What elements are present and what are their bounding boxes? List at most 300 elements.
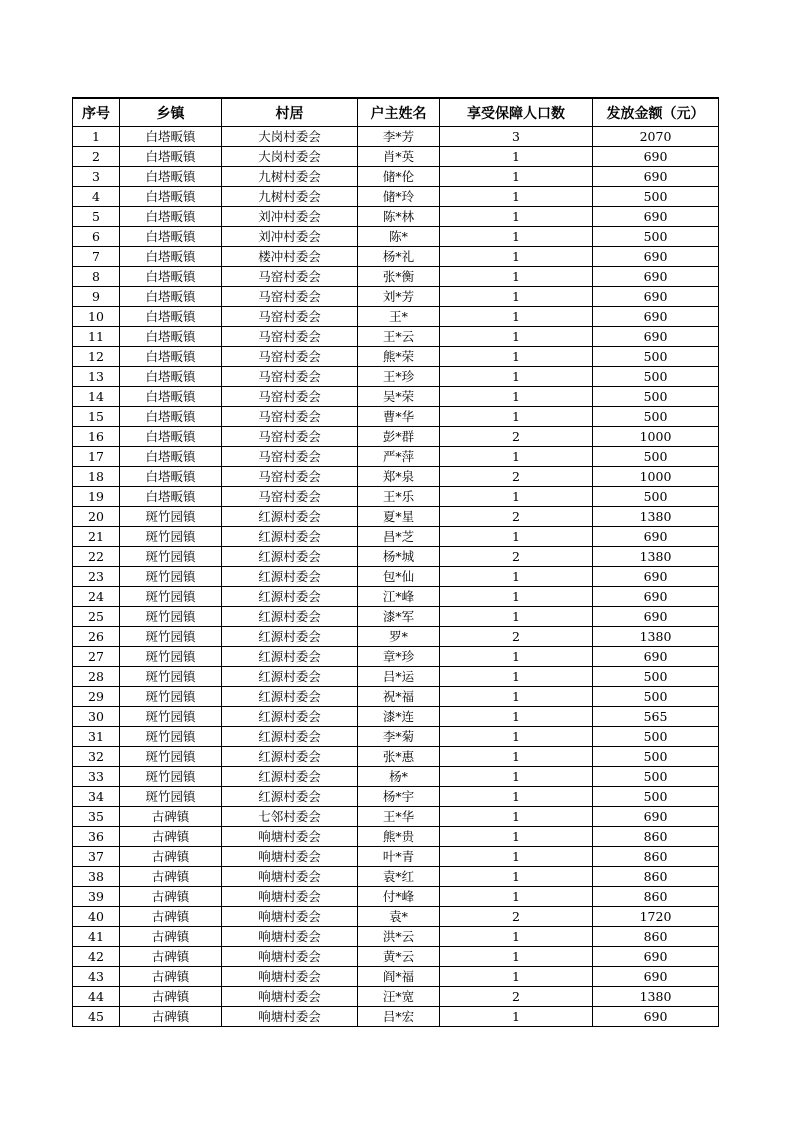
cell-amount: 690 [593,647,719,667]
cell-amount: 690 [593,267,719,287]
header-population: 享受保障人口数 [440,98,593,127]
cell-serial: 27 [73,647,120,667]
cell-township: 斑竹园镇 [120,687,222,707]
cell-amount: 690 [593,327,719,347]
cell-township: 白塔畈镇 [120,307,222,327]
cell-township: 斑竹园镇 [120,527,222,547]
cell-serial: 32 [73,747,120,767]
cell-population: 1 [440,607,593,627]
table-row [73,147,719,167]
cell-village: 马窑村委会 [222,467,358,487]
cell-township: 古碑镇 [120,867,222,887]
cell-population: 1 [440,1007,593,1027]
cell-township: 斑竹园镇 [120,767,222,787]
cell-township: 白塔畈镇 [120,227,222,247]
cell-householder: 王*乐 [358,487,440,507]
cell-householder: 彭*群 [358,427,440,447]
cell-amount: 1000 [593,427,719,447]
cell-population: 1 [440,387,593,407]
cell-population: 1 [440,227,593,247]
table-row [73,487,719,507]
cell-householder: 漆*军 [358,607,440,627]
cell-serial: 12 [73,347,120,367]
cell-village: 大岗村委会 [222,127,358,147]
cell-amount: 500 [593,187,719,207]
cell-householder: 昌*芝 [358,527,440,547]
cell-population: 1 [440,267,593,287]
cell-serial: 1 [73,127,120,147]
cell-population: 2 [440,987,593,1007]
cell-householder: 夏*星 [358,507,440,527]
cell-township: 斑竹园镇 [120,647,222,667]
cell-village: 刘冲村委会 [222,227,358,247]
cell-amount: 690 [593,967,719,987]
cell-village: 红源村委会 [222,547,358,567]
cell-serial: 14 [73,387,120,407]
header-amount: 发放金额（元） [593,98,719,127]
table-row [73,787,719,807]
cell-householder: 吕*运 [358,667,440,687]
cell-householder: 阎*福 [358,967,440,987]
header-householder: 户主姓名 [358,98,440,127]
table-row [73,507,719,527]
cell-serial: 21 [73,527,120,547]
cell-village: 七邻村委会 [222,807,358,827]
cell-population: 1 [440,207,593,227]
cell-population: 1 [440,327,593,347]
table-row [73,767,719,787]
cell-householder: 杨*礼 [358,247,440,267]
cell-village: 红源村委会 [222,787,358,807]
cell-serial: 3 [73,167,120,187]
cell-village: 九树村委会 [222,167,358,187]
cell-population: 1 [440,487,593,507]
cell-householder: 袁* [358,907,440,927]
table-row [73,967,719,987]
cell-township: 白塔畈镇 [120,327,222,347]
cell-township: 白塔畈镇 [120,247,222,267]
cell-village: 马窑村委会 [222,307,358,327]
cell-population: 1 [440,447,593,467]
cell-township: 白塔畈镇 [120,187,222,207]
cell-serial: 43 [73,967,120,987]
cell-serial: 5 [73,207,120,227]
cell-amount: 690 [593,527,719,547]
table-row [73,307,719,327]
cell-village: 红源村委会 [222,627,358,647]
cell-village: 马窑村委会 [222,347,358,367]
cell-township: 斑竹园镇 [120,587,222,607]
cell-amount: 860 [593,887,719,907]
cell-householder: 李*菊 [358,727,440,747]
cell-amount: 1380 [593,507,719,527]
cell-township: 斑竹园镇 [120,507,222,527]
cell-serial: 38 [73,867,120,887]
cell-village: 大岗村委会 [222,147,358,167]
cell-population: 2 [440,547,593,567]
table-body [73,127,719,1027]
cell-township: 古碑镇 [120,887,222,907]
cell-population: 1 [440,767,593,787]
cell-village: 红源村委会 [222,507,358,527]
cell-population: 1 [440,807,593,827]
cell-amount: 565 [593,707,719,727]
table-header-row [73,98,719,127]
cell-village: 九树村委会 [222,187,358,207]
cell-population: 2 [440,627,593,647]
table-row [73,547,719,567]
cell-township: 白塔畈镇 [120,207,222,227]
cell-serial: 28 [73,667,120,687]
cell-amount: 860 [593,927,719,947]
table-row [73,347,719,367]
cell-village: 红源村委会 [222,647,358,667]
cell-township: 古碑镇 [120,807,222,827]
cell-township: 古碑镇 [120,987,222,1007]
cell-serial: 20 [73,507,120,527]
cell-serial: 24 [73,587,120,607]
cell-township: 白塔畈镇 [120,467,222,487]
cell-village: 马窑村委会 [222,487,358,507]
cell-serial: 22 [73,547,120,567]
cell-householder: 储*伦 [358,167,440,187]
cell-householder: 刘*芳 [358,287,440,307]
cell-population: 1 [440,647,593,667]
table-row [73,827,719,847]
cell-township: 白塔畈镇 [120,287,222,307]
cell-township: 白塔畈镇 [120,427,222,447]
cell-householder: 汪*宽 [358,987,440,1007]
cell-village: 响塘村委会 [222,847,358,867]
cell-serial: 6 [73,227,120,247]
cell-householder: 储*玲 [358,187,440,207]
cell-serial: 30 [73,707,120,727]
cell-householder: 曹*华 [358,407,440,427]
table-row [73,687,719,707]
cell-serial: 7 [73,247,120,267]
cell-population: 1 [440,567,593,587]
table-row [73,607,719,627]
cell-amount: 500 [593,387,719,407]
cell-amount: 690 [593,947,719,967]
cell-amount: 690 [593,807,719,827]
cell-serial: 2 [73,147,120,167]
cell-population: 1 [440,167,593,187]
cell-village: 马窑村委会 [222,367,358,387]
cell-householder: 杨* [358,767,440,787]
cell-amount: 500 [593,447,719,467]
table-row [73,707,719,727]
cell-householder: 熊*贵 [358,827,440,847]
cell-population: 1 [440,747,593,767]
cell-population: 1 [440,287,593,307]
cell-amount: 500 [593,667,719,687]
cell-serial: 37 [73,847,120,867]
cell-householder: 张*惠 [358,747,440,767]
cell-amount: 500 [593,747,719,767]
document-page [72,97,718,1027]
cell-amount: 1380 [593,987,719,1007]
table-row [73,287,719,307]
cell-householder: 杨*宇 [358,787,440,807]
cell-serial: 39 [73,887,120,907]
cell-population: 1 [440,947,593,967]
cell-population: 2 [440,907,593,927]
cell-village: 马窑村委会 [222,327,358,347]
cell-serial: 25 [73,607,120,627]
cell-population: 1 [440,887,593,907]
cell-village: 红源村委会 [222,727,358,747]
cell-amount: 690 [593,287,719,307]
cell-householder: 包*仙 [358,567,440,587]
cell-township: 古碑镇 [120,827,222,847]
cell-village: 响塘村委会 [222,1007,358,1027]
cell-householder: 王*珍 [358,367,440,387]
cell-township: 古碑镇 [120,947,222,967]
cell-amount: 2070 [593,127,719,147]
cell-village: 红源村委会 [222,747,358,767]
cell-township: 古碑镇 [120,847,222,867]
cell-amount: 1000 [593,467,719,487]
table-row [73,407,719,427]
cell-amount: 690 [593,307,719,327]
cell-amount: 1380 [593,627,719,647]
cell-village: 响塘村委会 [222,967,358,987]
cell-village: 响塘村委会 [222,927,358,947]
cell-township: 斑竹园镇 [120,787,222,807]
cell-serial: 9 [73,287,120,307]
cell-amount: 500 [593,787,719,807]
cell-village: 红源村委会 [222,587,358,607]
cell-population: 1 [440,307,593,327]
table-row [73,907,719,927]
table-row [73,387,719,407]
cell-village: 红源村委会 [222,527,358,547]
cell-amount: 860 [593,847,719,867]
subsidy-table [72,97,719,1027]
table-row [73,187,719,207]
cell-amount: 500 [593,767,719,787]
cell-householder: 肖*英 [358,147,440,167]
cell-householder: 漆*连 [358,707,440,727]
cell-township: 白塔畈镇 [120,147,222,167]
table-row [73,567,719,587]
cell-amount: 690 [593,247,719,267]
header-serial: 序号 [73,98,120,127]
table-row [73,667,719,687]
cell-population: 1 [440,587,593,607]
table-row [73,587,719,607]
cell-householder: 熊*荣 [358,347,440,367]
cell-serial: 31 [73,727,120,747]
cell-householder: 袁*红 [358,867,440,887]
cell-township: 白塔畈镇 [120,407,222,427]
cell-population: 2 [440,427,593,447]
table-row [73,227,719,247]
cell-population: 1 [440,827,593,847]
cell-amount: 500 [593,367,719,387]
cell-population: 1 [440,667,593,687]
cell-amount: 500 [593,487,719,507]
cell-village: 马窑村委会 [222,447,358,467]
table-row [73,467,719,487]
cell-population: 1 [440,527,593,547]
cell-village: 楼冲村委会 [222,247,358,267]
cell-township: 白塔畈镇 [120,127,222,147]
table-row [73,427,719,447]
cell-population: 3 [440,127,593,147]
header-township: 乡镇 [120,98,222,127]
cell-village: 响塘村委会 [222,867,358,887]
cell-serial: 18 [73,467,120,487]
cell-serial: 36 [73,827,120,847]
cell-householder: 叶*青 [358,847,440,867]
cell-village: 响塘村委会 [222,887,358,907]
cell-amount: 500 [593,227,719,247]
cell-householder: 洪*云 [358,927,440,947]
cell-householder: 王*云 [358,327,440,347]
cell-amount: 690 [593,1007,719,1027]
cell-amount: 1380 [593,547,719,567]
cell-village: 响塘村委会 [222,907,358,927]
cell-serial: 42 [73,947,120,967]
cell-householder: 张*衡 [358,267,440,287]
cell-township: 白塔畈镇 [120,367,222,387]
cell-population: 1 [440,927,593,947]
cell-township: 白塔畈镇 [120,267,222,287]
cell-serial: 44 [73,987,120,1007]
cell-village: 红源村委会 [222,567,358,587]
cell-serial: 8 [73,267,120,287]
header-village: 村居 [222,98,358,127]
cell-amount: 500 [593,407,719,427]
cell-township: 古碑镇 [120,1007,222,1027]
cell-population: 1 [440,247,593,267]
cell-householder: 陈*林 [358,207,440,227]
cell-serial: 17 [73,447,120,467]
cell-township: 斑竹园镇 [120,667,222,687]
cell-householder: 吕*宏 [358,1007,440,1027]
table-row [73,447,719,467]
cell-population: 1 [440,967,593,987]
cell-village: 马窑村委会 [222,387,358,407]
cell-amount: 860 [593,867,719,887]
cell-township: 斑竹园镇 [120,547,222,567]
cell-village: 响塘村委会 [222,987,358,1007]
cell-householder: 李*芳 [358,127,440,147]
cell-householder: 黄*云 [358,947,440,967]
cell-householder: 王*华 [358,807,440,827]
table-row [73,627,719,647]
table-row [73,1007,719,1027]
cell-township: 白塔畈镇 [120,167,222,187]
cell-amount: 500 [593,687,719,707]
table-row [73,807,719,827]
cell-village: 红源村委会 [222,607,358,627]
cell-township: 古碑镇 [120,927,222,947]
cell-township: 斑竹园镇 [120,747,222,767]
cell-population: 1 [440,847,593,867]
cell-township: 斑竹园镇 [120,627,222,647]
cell-township: 白塔畈镇 [120,347,222,367]
cell-serial: 16 [73,427,120,447]
cell-population: 1 [440,367,593,387]
table-row [73,887,719,907]
cell-population: 1 [440,407,593,427]
cell-population: 2 [440,507,593,527]
cell-householder: 严*萍 [358,447,440,467]
cell-householder: 杨*城 [358,547,440,567]
cell-serial: 11 [73,327,120,347]
cell-population: 1 [440,187,593,207]
table-row [73,327,719,347]
cell-township: 古碑镇 [120,907,222,927]
cell-amount: 690 [593,587,719,607]
cell-population: 1 [440,347,593,367]
table-row [73,267,719,287]
cell-serial: 15 [73,407,120,427]
cell-village: 马窑村委会 [222,287,358,307]
cell-householder: 祝*福 [358,687,440,707]
cell-serial: 34 [73,787,120,807]
cell-township: 白塔畈镇 [120,487,222,507]
cell-householder: 章*珍 [358,647,440,667]
cell-householder: 陈* [358,227,440,247]
table-row [73,647,719,667]
cell-population: 1 [440,727,593,747]
cell-serial: 19 [73,487,120,507]
cell-amount: 690 [593,167,719,187]
cell-serial: 41 [73,927,120,947]
cell-serial: 40 [73,907,120,927]
cell-village: 红源村委会 [222,667,358,687]
cell-amount: 500 [593,727,719,747]
cell-serial: 13 [73,367,120,387]
cell-population: 1 [440,687,593,707]
cell-population: 1 [440,707,593,727]
table-row [73,527,719,547]
cell-amount: 1720 [593,907,719,927]
cell-amount: 690 [593,607,719,627]
cell-village: 红源村委会 [222,687,358,707]
cell-township: 白塔畈镇 [120,447,222,467]
table-row [73,247,719,267]
cell-householder: 罗* [358,627,440,647]
cell-township: 斑竹园镇 [120,727,222,747]
cell-township: 古碑镇 [120,967,222,987]
cell-township: 白塔畈镇 [120,387,222,407]
table-row [73,847,719,867]
table-row [73,127,719,147]
cell-township: 斑竹园镇 [120,707,222,727]
cell-village: 响塘村委会 [222,947,358,967]
table-row [73,927,719,947]
cell-village: 马窑村委会 [222,407,358,427]
table-row [73,747,719,767]
cell-householder: 王* [358,307,440,327]
cell-serial: 26 [73,627,120,647]
cell-householder: 郑*泉 [358,467,440,487]
cell-amount: 860 [593,827,719,847]
cell-population: 2 [440,467,593,487]
cell-serial: 33 [73,767,120,787]
cell-amount: 500 [593,347,719,367]
table-row [73,727,719,747]
cell-serial: 23 [73,567,120,587]
table-row [73,367,719,387]
cell-serial: 4 [73,187,120,207]
cell-village: 响塘村委会 [222,827,358,847]
